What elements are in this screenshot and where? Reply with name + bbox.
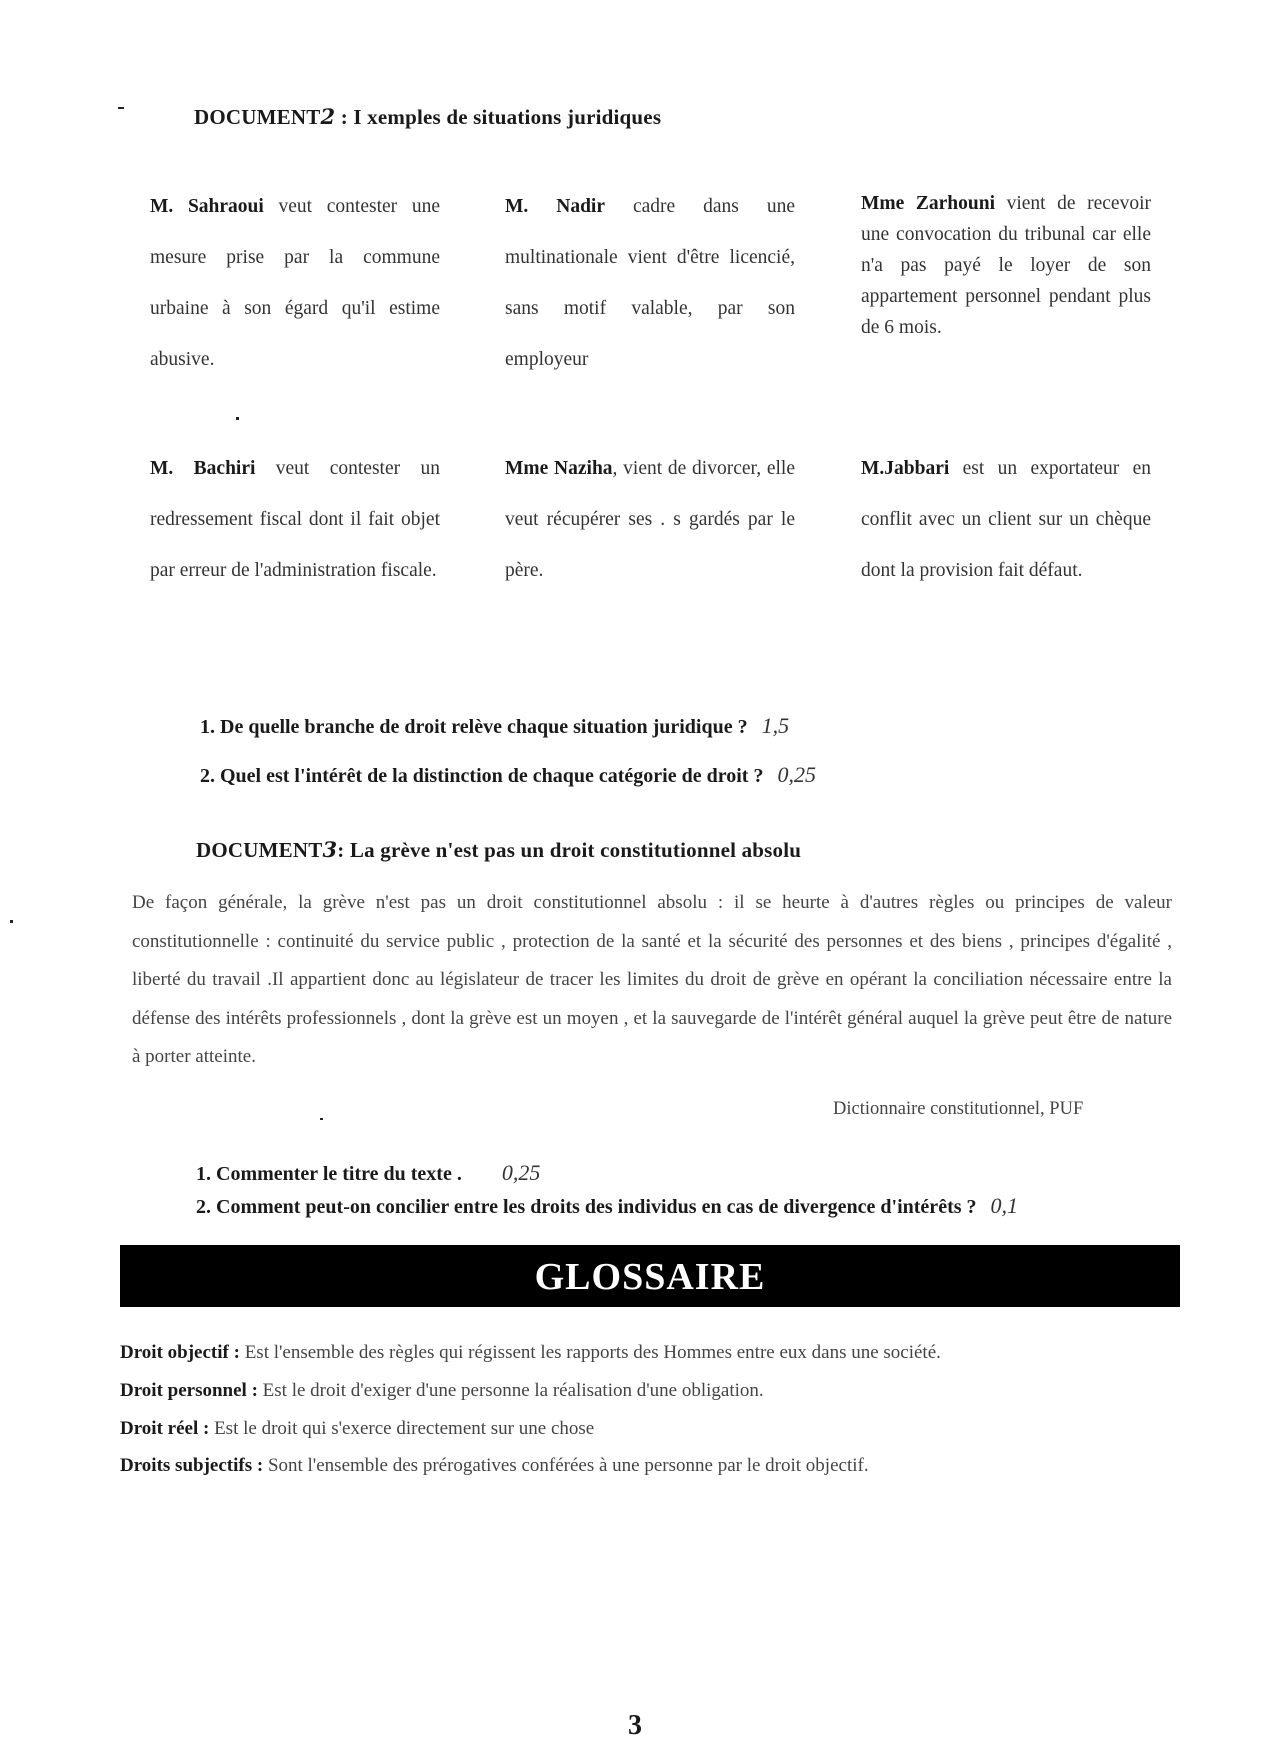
scan-speck <box>10 920 13 923</box>
case-text: veut contester une mesure prise par la commune urbaine à son égard qu'il estime abusive. <box>150 196 440 370</box>
question-text: 1. De quelle branche de droit relève chaque situation juridique ? <box>200 716 748 738</box>
glossary-item-droit-objectif <box>120 1342 941 1364</box>
case-text: cadre dans une multinationale vient d'être licencié, sans motif valable, par son employeur <box>505 196 796 370</box>
title-separator: : <box>335 105 354 129</box>
glossary-definition: Sont l'ensemble des prérogatives conférées à une personne par le droit objectif. <box>263 1455 869 1476</box>
case-name: Mme Naziha <box>505 458 613 479</box>
glossary-term: Droits subjectifs : <box>120 1455 264 1476</box>
case-nadir <box>505 181 795 385</box>
document-3-title <box>196 837 801 863</box>
glossary-definition: Est le droit qui s'exerce directement sur une chose <box>209 1418 595 1439</box>
case-name: M. Nadir <box>505 196 605 217</box>
document-number: 3 <box>322 837 338 862</box>
case-zarhouni <box>861 188 1151 343</box>
document-label: DOCUMENT <box>194 105 321 129</box>
glossary-definition: Est le droit d'exiger d'une personne la réalisation d'une obligation. <box>257 1380 764 1401</box>
title-separator: : <box>337 838 350 862</box>
doc3-question-2 <box>196 1193 1018 1219</box>
glossary-term: Droit personnel : <box>120 1380 258 1401</box>
question-text: 2. Comment peut-on concilier entre les droits des individus en cas de divergence d'intérêts ? <box>196 1196 977 1218</box>
glossary-term: Droit objectif : <box>120 1342 240 1363</box>
case-name: Mme Zarhouni <box>861 193 995 214</box>
document-title-text: La grève n'est pas un droit constitutionnel absolu <box>349 838 802 862</box>
question-text: 2. Quel est l'intérêt de la distinction de chaque catégorie de droit ? <box>200 765 764 787</box>
doc2-question-1 <box>200 713 789 739</box>
doc3-paragraph: De façon générale, la grève n'est pas un droit constitutionnel absolu : il se heurte à d'autres règles ou principes de valeur constitutionnelle : continuité du service public , protection de la santé et la sécurité des personnes et des biens , principes d'égalité , liberté du travail .Il appartient donc au législateur de tracer les limites du droit de grève en opérant la conciliation nécessaire entre la défense des intérêts professionnels , dont la grève est un moyen , et la sauvegarde de l'intérêt général auquel la grève peut être de nature à porter atteinte. <box>132 892 1172 1067</box>
case-bachiri <box>150 443 440 596</box>
question-grade: 0,25 <box>501 1160 541 1185</box>
glossary-banner: GLOSSAIRE <box>120 1245 1180 1307</box>
case-text: vient de recevoir une convocation du tribunal car elle n'a pas payé le loyer de son appartement personnel pendant plus de 6 mois. <box>861 193 1151 338</box>
case-name: M.Jabbari <box>861 458 950 479</box>
case-naziha <box>505 443 795 596</box>
page-number: 3 <box>628 1710 642 1741</box>
doc2-question-2 <box>200 762 816 788</box>
glossary-item-droit-reel <box>120 1418 594 1440</box>
case-jabbari <box>861 443 1151 596</box>
glossary-item-droits-subjectifs <box>120 1455 869 1477</box>
question-grade: 0,1 <box>990 1193 1019 1218</box>
case-sahraoui <box>150 181 440 385</box>
case-name: M. Bachiri <box>150 458 256 479</box>
question-grade: 1,5 <box>761 713 790 738</box>
question-text: 1. Commenter le titre du texte . <box>196 1163 462 1185</box>
case-name: M. Sahraoui <box>150 196 264 217</box>
scan-speck <box>320 1118 323 1120</box>
scan-speck <box>118 107 124 109</box>
case-text: est un exportateur en conflit avec un client sur un chèque dont la provision fait défaut. <box>861 458 1151 581</box>
document-number: 2 <box>320 104 336 129</box>
document-2-title <box>194 104 661 130</box>
glossary-term: Droit réel : <box>120 1418 210 1439</box>
question-grade: 0,25 <box>777 762 816 787</box>
case-text: , vient de divorcer, elle veut récupérer ses . s gardés par le père. <box>505 458 795 581</box>
doc3-question-1 <box>196 1160 540 1186</box>
doc3-source: Dictionnaire constitutionnel, PUF <box>833 1099 1084 1119</box>
scan-speck <box>236 417 239 420</box>
glossary-definition: Est l'ensemble des règles qui régissent les rapports des Hommes entre eux dans une société. <box>239 1342 941 1363</box>
document-label: DOCUMENT <box>196 838 323 862</box>
glossary-item-droit-personnel <box>120 1380 764 1402</box>
document-title-text: I xemples de situations juridiques <box>353 105 662 129</box>
case-text: veut contester un redressement fiscal dont il fait objet par erreur de l'administration fiscale. <box>150 458 440 581</box>
